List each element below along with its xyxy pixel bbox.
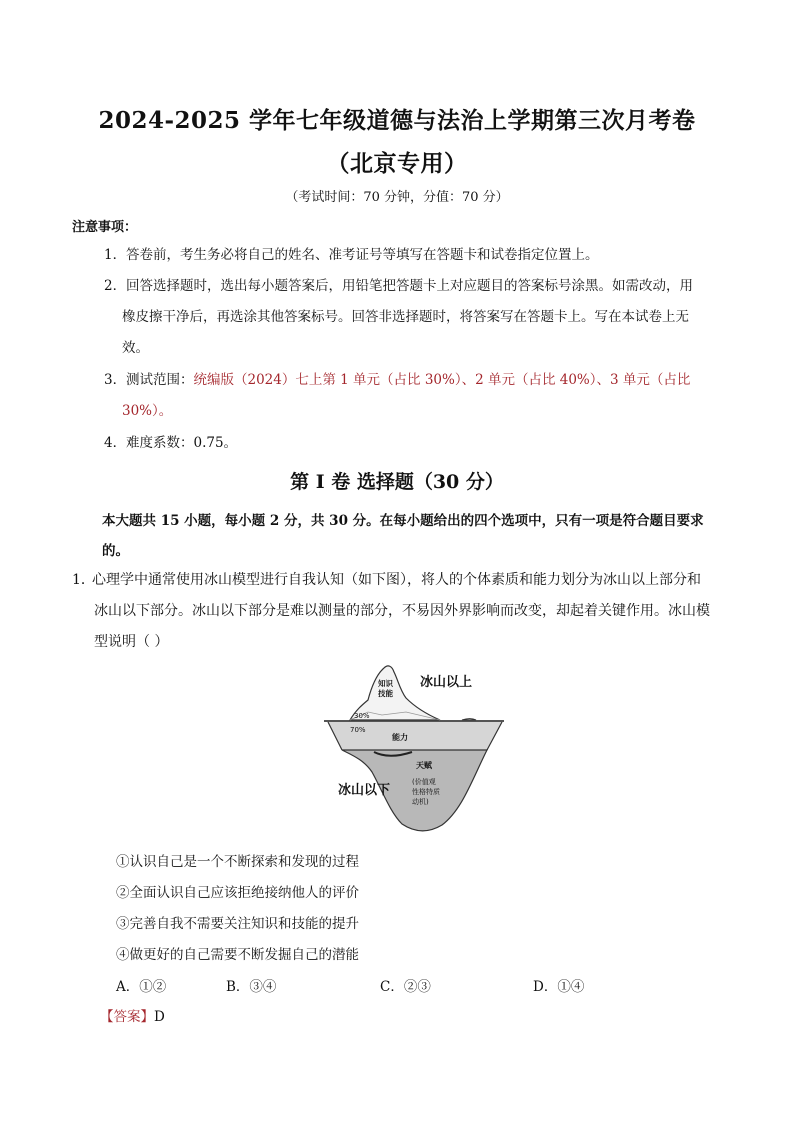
test-scope-continued: 30%）。 (122, 403, 173, 419)
pct-70-label: 70% (350, 726, 366, 734)
section-title: 第 I 卷 选择题（30 分） (290, 471, 504, 493)
note-text: 难度系数：0.75。 (126, 435, 238, 451)
below-label: 冰山以下 (338, 783, 391, 798)
question-text: 冰山以下部分。冰山以下部分是难以测量的部分，不易因外界影响而改变，却起着关键作用。冰山模 (94, 603, 710, 619)
section-description (102, 506, 722, 566)
question-text: 心理学中通常使用冰山模型进行自我认知（如下图），将人的个体素质和能力划分为冰山以上部分和 (92, 572, 701, 588)
note-2 (104, 271, 724, 364)
note-text-continued: 效。 (122, 340, 149, 356)
exam-title: 2024-2025 学年七年级道德与法治上学期第三次月考卷 (98, 107, 696, 134)
note-1 (104, 240, 724, 271)
ability-label: 能力 (392, 733, 408, 742)
choice-b[interactable]: B．③④ (226, 979, 277, 995)
statement-3: ③完善自我不需要关注知识和技能的提升 (116, 916, 359, 932)
note-text-continued: 橡皮擦干净后，再选涂其他答案标号。回答非选择题时，将答案写在答题卡上。写在本试卷上无 (122, 309, 689, 325)
talent-detail: 动机) (412, 798, 429, 806)
question-number: 1． (72, 572, 95, 588)
statement-2: ②全面认识自己应该拒绝接纳他人的评价 (116, 885, 359, 901)
note-text: 答卷前，考生务必将自己的姓名、准考证号等填写在答题卡和试卷指定位置上。 (126, 247, 599, 263)
exam-info: （考试时间：70 分钟，分值：70 分） (285, 190, 509, 205)
test-scope: 统编版（2024）七上第 1 单元（占比 30%）、2 单元（占比 40%）、3 单元（占比 (193, 372, 691, 388)
pct-30-label: 30% (354, 712, 370, 720)
iceberg-figure (322, 660, 512, 840)
notes-title: 注意事项： (72, 220, 138, 235)
tip-label-knowledge: 知识 (378, 679, 393, 688)
tip-label-skill: 技能 (378, 689, 393, 698)
question-text: 型说明（ ） (94, 634, 169, 650)
answer (100, 1005, 165, 1025)
question-1 (72, 565, 722, 658)
talent-label: 天赋 (416, 761, 432, 770)
choice-d[interactable]: D．①④ (533, 979, 585, 995)
exam-subtitle: （北京专用） (326, 150, 468, 177)
note-text: 回答选择题时，选出每小题答案后，用铅笔把答题卡上对应题目的答案标号涂黑。如需改动，用 (126, 278, 693, 294)
note-prefix: 测试范围： (126, 372, 194, 388)
statement-1: ①认识自己是一个不断探索和发现的过程 (116, 854, 359, 870)
note-3 (104, 365, 724, 427)
choice-c[interactable]: C．②③ (380, 979, 431, 995)
talent-detail: 性格特质 (412, 788, 440, 796)
note-number: 3． (104, 372, 127, 388)
section-desc-line: 本大题共 15 小题，每小题 2 分，共 30 分。在每小题给出的四个选项中，只有一项是符合题目要求 (102, 513, 704, 529)
talent-detail: (价值观 (412, 778, 436, 786)
note-number: 4． (104, 435, 127, 451)
choice-a[interactable]: A．①② (116, 979, 167, 995)
note-4 (104, 428, 724, 459)
note-number: 2． (104, 278, 127, 294)
section-desc-line: 的。 (102, 543, 129, 559)
note-number: 1． (104, 247, 127, 263)
answer-tag: 【答案】 (100, 1009, 154, 1025)
statement-4: ④做更好的自己需要不断发掘自己的潜能 (116, 947, 359, 963)
answer-value: D (154, 1009, 165, 1025)
above-label: 冰山以上 (420, 675, 473, 690)
